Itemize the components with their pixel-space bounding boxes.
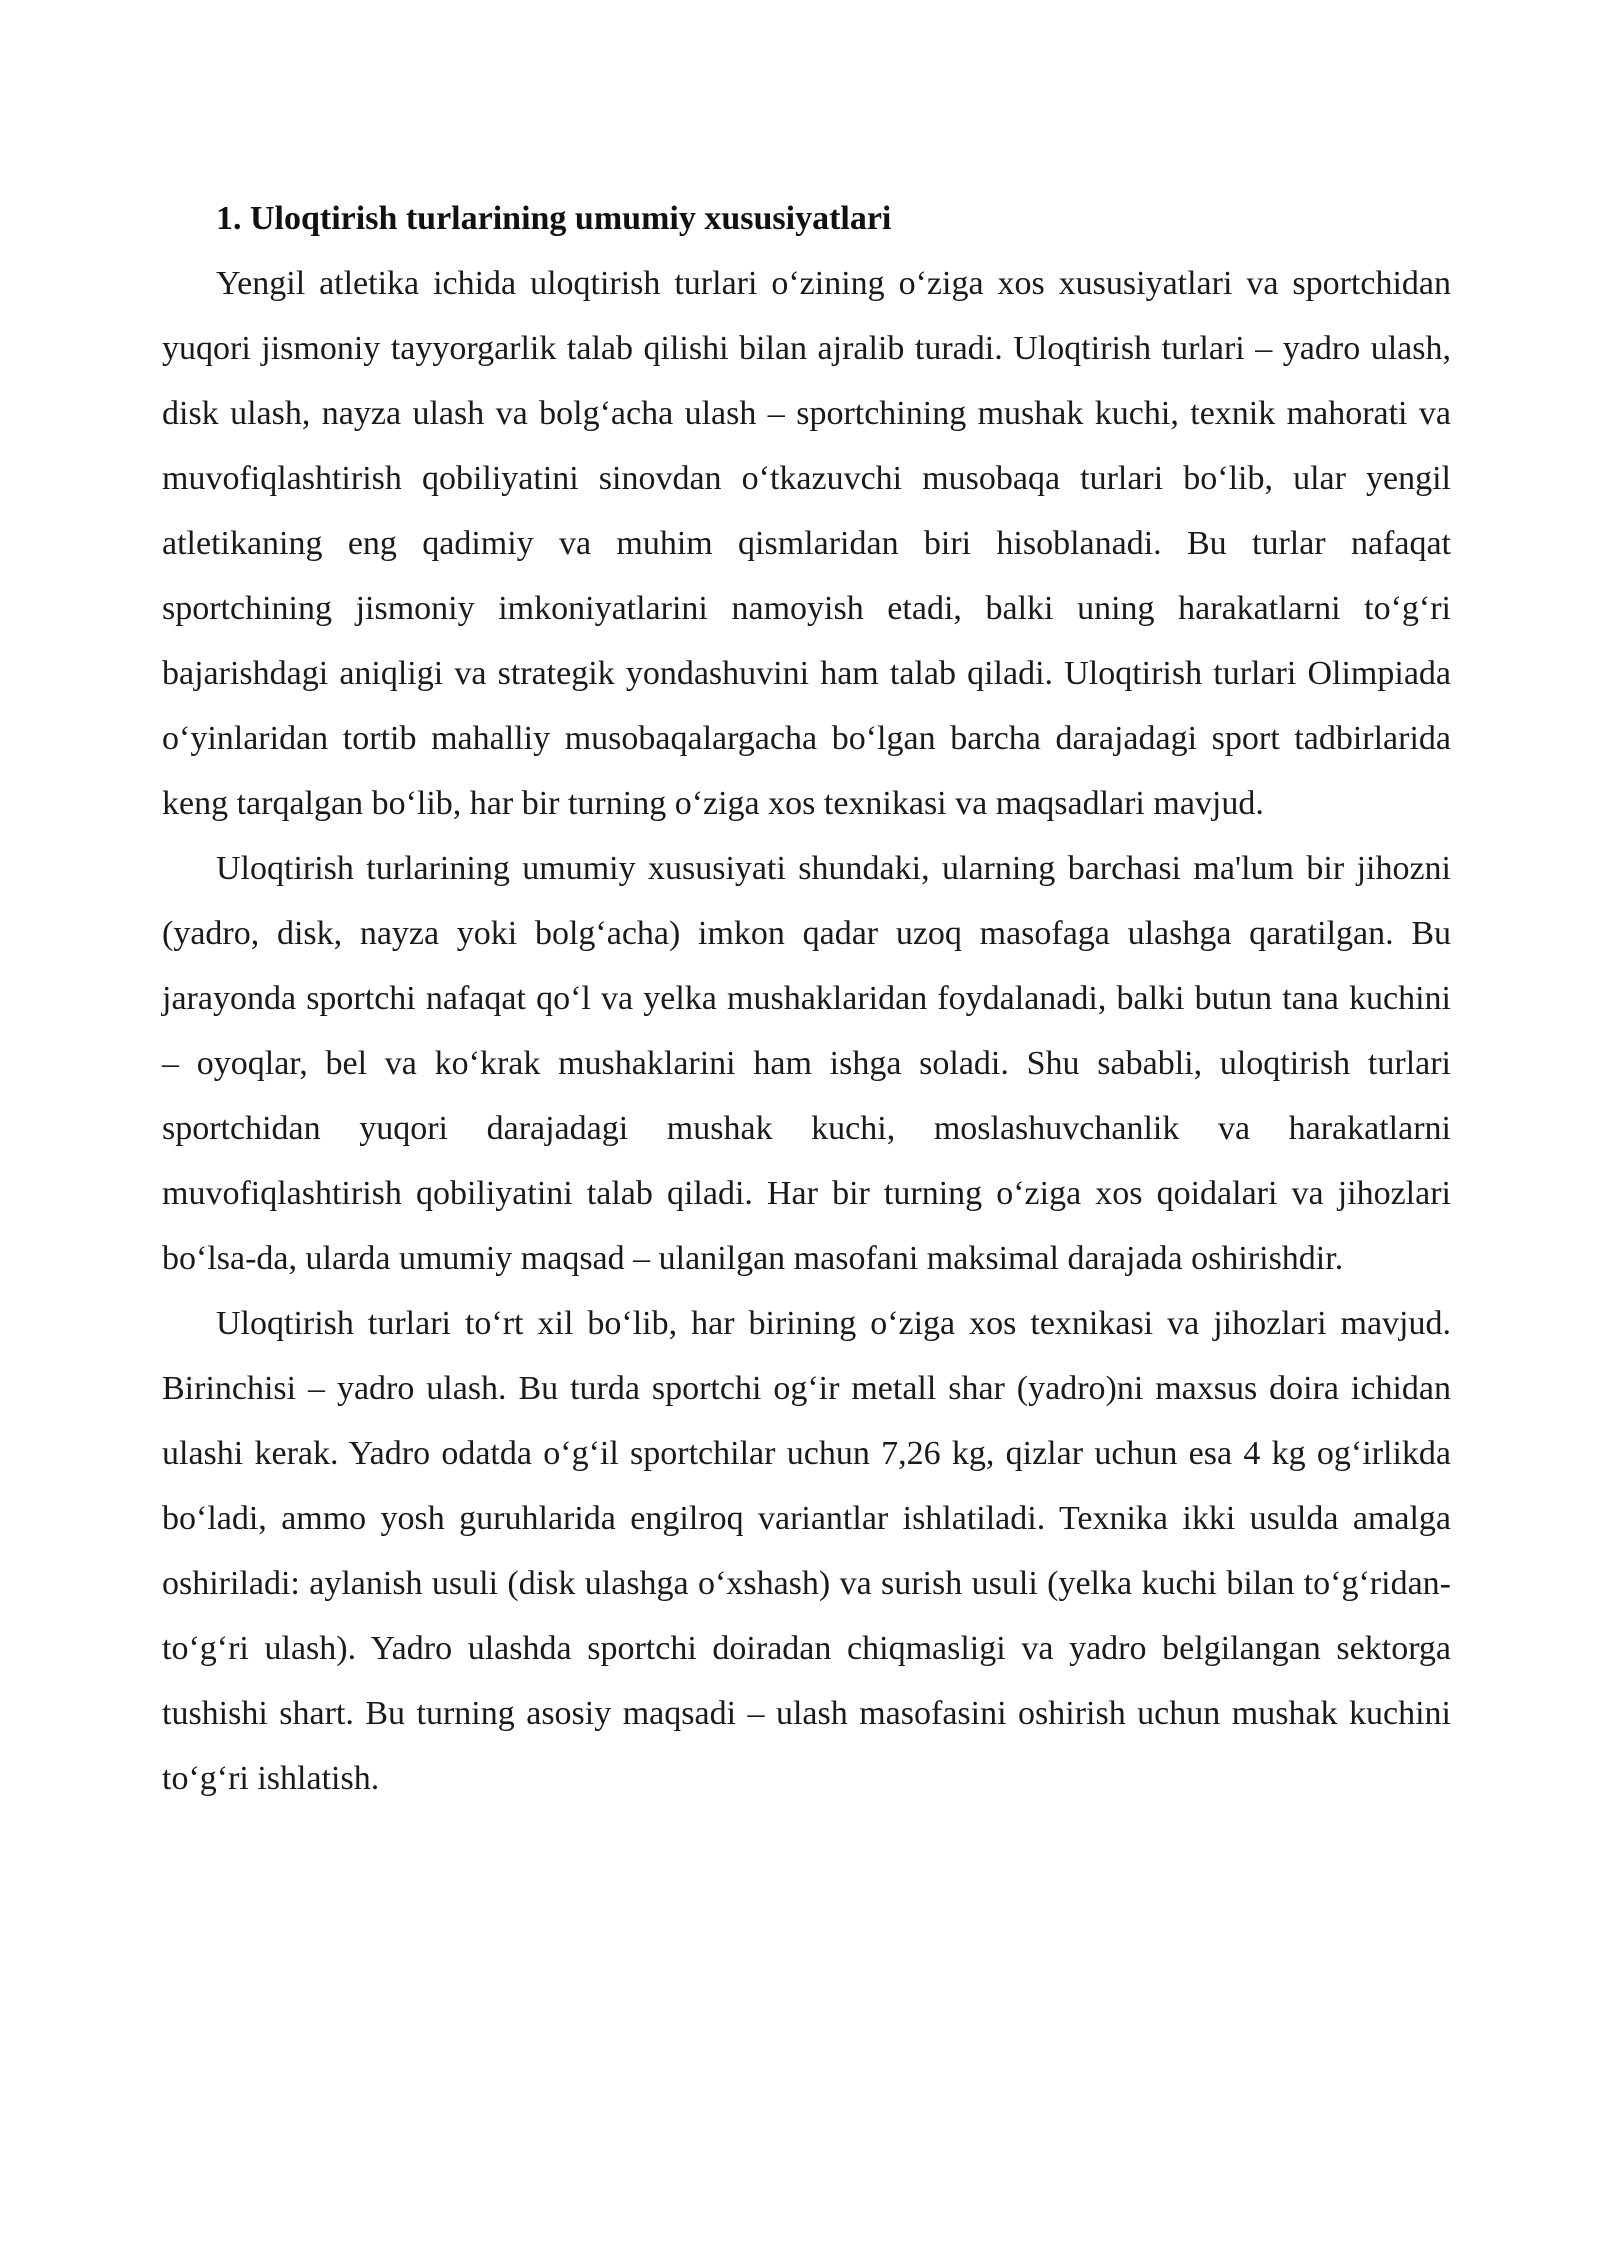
paragraph-2: Uloqtirish turlarining umumiy xususiyati shundaki, ularning barchasi ma'lum bir jihozni (yadro, disk, nayza yoki bolg‘acha) imkon qadar uzoq masofaga ulashga qaratilgan. Bu jarayonda sportchi nafaqat qo‘l va yelka mushaklaridan foydalanadi, balki butun tana kuchini – oyoqlar, bel va ko‘krak mushaklarini ham ishga soladi. Shu sababli, uloqtirish turlari sportchidan yuqori darajadagi mushak kuchi, moslashuvchanlik va harakatlarni muvofiqlashtirish qobiliyatini talab qiladi. Har bir turning o‘ziga xos qoidalari va jihozlari bo‘lsa-da, ularda umumiy maqsad – ulanilgan masofani maksimal darajada oshirishdir.: [162, 850, 1451, 1277]
document-body: [162, 186, 1451, 1811]
paragraph-1: Yengil atletika ichida uloqtirish turlari o‘zining o‘ziga xos xususiyatlari va sportchidan yuqori jismoniy tayyorgarlik talab qilishi bilan ajralib turadi. Uloqtirish turlari – yadro ulash, disk ulash, nayza ulash va bolg‘acha ulash – sportchining mushak kuchi, texnik mahorati va muvofiqlashtirish qobiliyatini sinovdan o‘tkazuvchi musobaqa turlari bo‘lib, ular yengil atletikaning eng qadimiy va muhim qismlaridan biri hisoblanadi. Bu turlar nafaqat sportchining jismoniy imkoniyatlarini namoyish etadi, balki uning harakatlarni to‘g‘ri bajarishdagi aniqligi va strategik yondashuvini ham talab qiladi. Uloqtirish turlari Olimpiada o‘yinlaridan tortib mahalliy musobaqalargacha bo‘lgan barcha darajadagi sport tadbirlarida keng tarqalgan bo‘lib, har bir turning o‘ziga xos texnikasi va maqsadlari mavjud.: [162, 265, 1451, 822]
section-heading: 1. Uloqtirish turlarining umumiy xususiyatlari: [216, 200, 892, 237]
paragraph-3: Uloqtirish turlari to‘rt xil bo‘lib, har birining o‘ziga xos texnikasi va jihozlari mavjud. Birinchisi – yadro ulash. Bu turda sportchi og‘ir metall shar (yadro)ni maxsus doira ichidan ulashi kerak. Yadro odatda o‘g‘il sportchilar uchun 7,26 kg, qizlar uchun esa 4 kg og‘irlikda bo‘ladi, ammo yosh guruhlarida engilroq variantlar ishlatiladi. Texnika ikki usulda amalga oshiriladi: aylanish usuli (disk ulashga o‘xshash) va surish usuli (yelka kuchi bilan to‘g‘ridan-to‘g‘ri ulash). Yadro ulashda sportchi doiradan chiqmasligi va yadro belgilangan sektorga tushishi shart. Bu turning asosiy maqsadi – ulash masofasini oshirish uchun mushak kuchini to‘g‘ri ishlatish.: [162, 1305, 1451, 1797]
